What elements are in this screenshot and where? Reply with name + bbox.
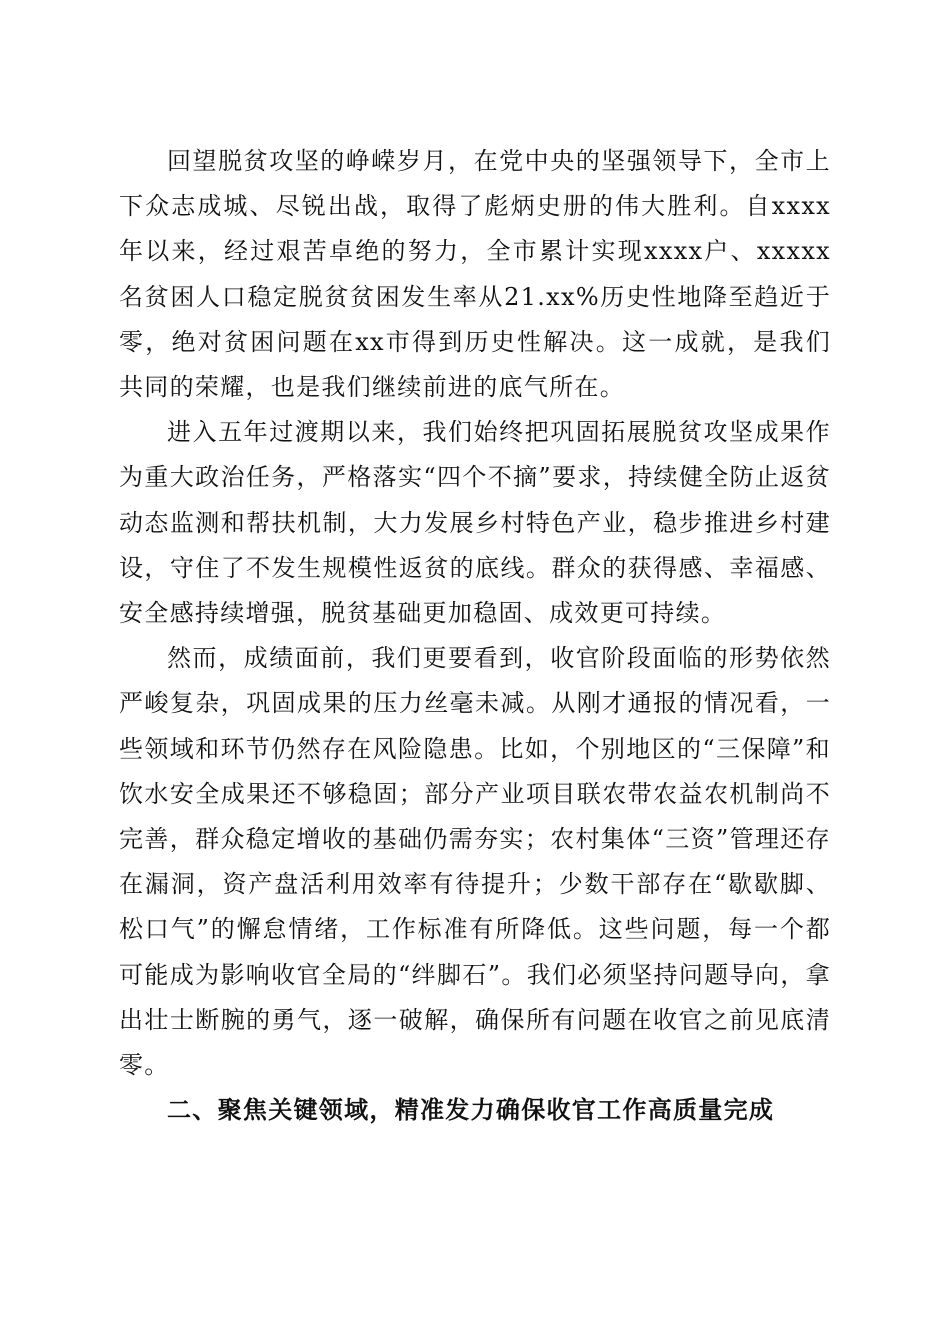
paragraph-challenges: 然而，成绩面前，我们更要看到，收官阶段面临的形势依然严峻复杂，巩固成果的压力丝毫未减。从刚才通报的情况看，一些领域和环节仍然存在风险隐患。比如，个别地区的“三保障”和饮水安全成果还不够稳固；部分产业项目联农带农益农机制尚不完善，群众稳定增收的基础仍需夯实；农村集体“三资”管理还存在漏洞，资产盘活利用效率有待提升；少数干部存在“歇歇脚、松口气”的懈怠情绪，工作标准有所降低。这些问题，每一个都可能成为影响收官全局的“绊脚石”。我们必须坚持问题导向，拿出壮士断腕的勇气，逐一破解，确保所有问题在收官之前见底清零。 [119,644,831,1080]
document-body [119,139,831,1133]
paragraph-transition-period: 进入五年过渡期以来，我们始终把巩固拓展脱贫攻坚成果作为重大政治任务，严格落实“四个不摘”要求，持续健全防止返贫动态监测和帮扶机制，大力发展乡村特色产业，稳步推进乡村建设，守住了不发生规模性返贫的底线。群众的获得感、幸福感、安全感持续增强，脱贫基础更加稳固、成效更可持续。 [119,418,831,628]
paragraph-achievements: 回望脱贫攻坚的峥嵘岁月，在党中央的坚强领导下，全市上下众志成城、尽锐出战，取得了彪炳史册的伟大胜利。自xxxx年以来，经过艰苦卓绝的努力，全市累计实现xxxx户、xxxxx名贫困人口稳定脱贫贫困发生率从21.xx%历史性地降至趋近于零，绝对贫困问题在xx市得到历史性解决。这一成就，是我们共同的荣耀，也是我们继续前进的底气所在。 [119,147,831,402]
section-heading: 二、聚焦关键领域，精准发力确保收官工作高质量完成 [167,1096,775,1125]
